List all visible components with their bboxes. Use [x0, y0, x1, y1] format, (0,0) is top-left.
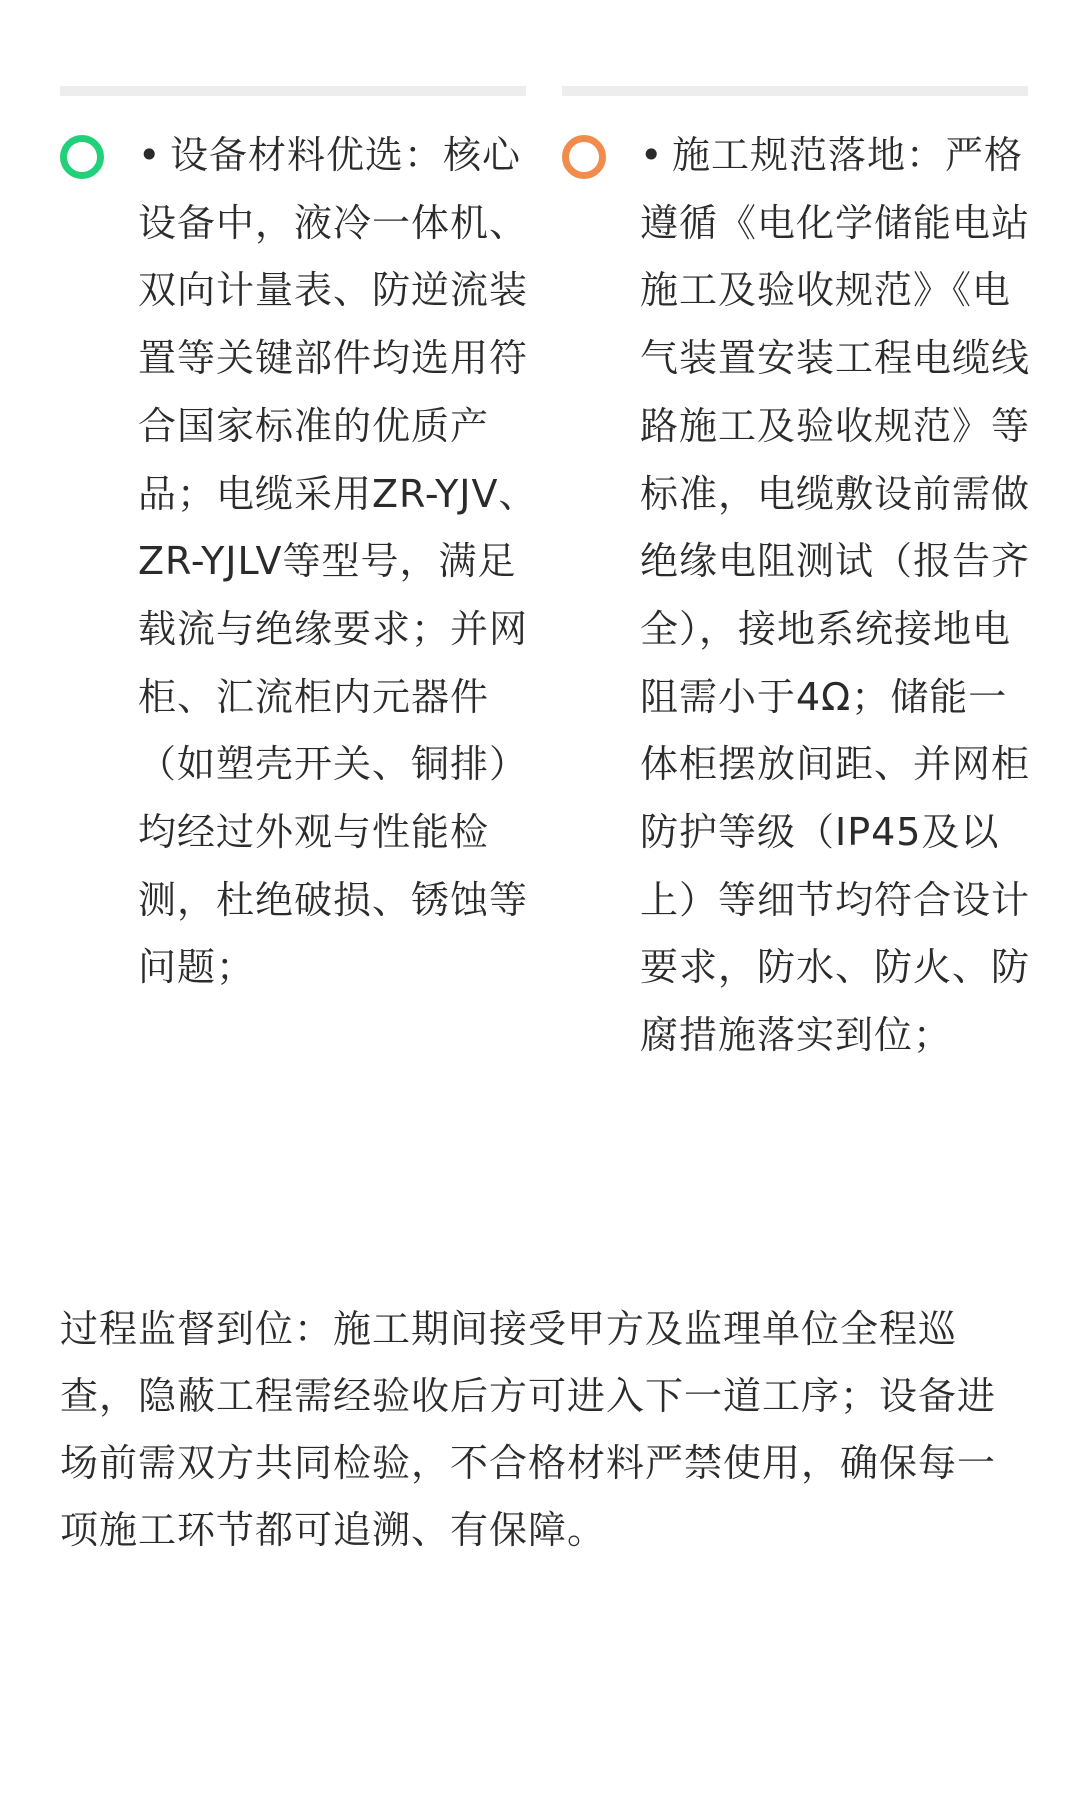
left-column-text [138, 122, 538, 1002]
equipment-materials-text: 设备材料优选：核心设备中，液冷一体机、双向计量表、防逆流装置等关键部件均选用符合国家标准的优质产品；电缆采用ZR-YJV、ZR-YJLV等型号，满足载流与绝缘要求；并网柜、汇流柜内元器件（如塑壳开关、铜排）均经过外观与性能检测，杜绝破损、锈蚀等问题； [138, 133, 538, 990]
process-supervision-paragraph: 过程监督到位：施工期间接受甲方及监理单位全程巡查，隐蔽工程需经验收后方可进入下一道工序；设备进场前需双方共同检验，不合格材料严禁使用，确保每一项施工环节都可追溯、有保障。 [60, 1307, 997, 1552]
bullet: • [138, 133, 162, 177]
construction-standards-text: 施工规范落地：严格遵循《电化学储能电站施工及验收规范》《电气装置安装工程电缆线路施工及验收规范》等标准，电缆敷设前需做绝缘电阻测试（报告齐全），接地系统接地电阻需小于4Ω；储能一体柜摆放间距、并网柜防护等级（IP45及以上）等细节均符合设计要求，防水、防火、防腐措施落实到位； [640, 133, 1031, 1058]
orange-circle-icon [562, 135, 606, 179]
bullet: • [640, 133, 664, 177]
right-column-text [640, 122, 1040, 1070]
green-circle-icon [60, 135, 104, 179]
left-divider [60, 86, 526, 96]
right-divider [562, 86, 1028, 96]
